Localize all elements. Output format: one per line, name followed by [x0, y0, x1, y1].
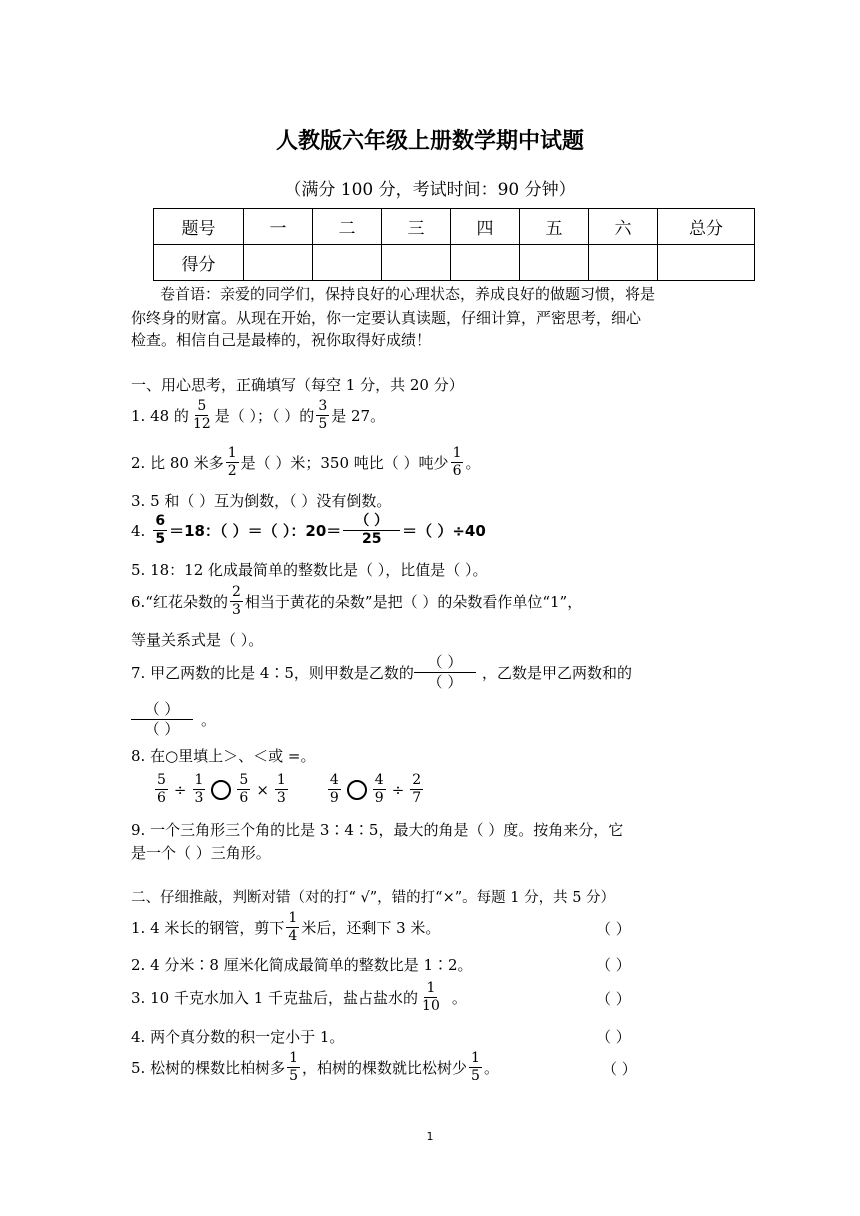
fraction-denominator: 9: [374, 790, 384, 806]
question: [131, 398, 385, 433]
fraction: [328, 772, 341, 807]
fraction-numerator: 2: [231, 584, 241, 600]
fraction: [410, 772, 423, 807]
comparison-row: [153, 772, 425, 807]
table-cell: 六: [589, 209, 658, 245]
score-table: [153, 208, 755, 281]
fraction-denominator: 6: [452, 463, 462, 479]
score-input-cell[interactable]: [382, 245, 451, 281]
operator: ÷: [173, 780, 187, 799]
score-input-cell[interactable]: [589, 245, 658, 281]
question: [131, 445, 481, 480]
table-cell: 得分: [154, 245, 244, 281]
question-text: 1. 48 的: [131, 406, 189, 425]
fraction-numerator: （ ）: [414, 653, 476, 673]
question: [131, 653, 632, 692]
fraction-denominator: （ ）: [144, 720, 180, 738]
table-cell: 五: [520, 209, 589, 245]
fraction-denominator: 6: [239, 790, 249, 806]
fraction-denominator: 5: [318, 416, 328, 432]
score-table-header-row: [154, 209, 755, 245]
question: [131, 700, 216, 739]
table-cell: 三: [382, 209, 451, 245]
fraction-numerator: 6: [155, 513, 166, 529]
question: 2. 4 分米∶8 厘米化简成最简单的整数比是 1∶2。: [131, 956, 473, 974]
operator: ×: [256, 780, 269, 799]
fraction: [343, 513, 400, 548]
question-text: 。: [451, 988, 467, 1007]
question-text: 4.: [131, 521, 146, 540]
fraction-numerator: 3: [318, 398, 328, 414]
table-cell: 一: [244, 209, 313, 245]
question: [131, 513, 486, 548]
score-input-cell[interactable]: [520, 245, 589, 281]
fraction: [469, 1050, 482, 1085]
fraction-denominator: 6: [157, 790, 166, 806]
fraction-denominator: 3: [276, 790, 286, 806]
fraction-denominator: 4: [288, 928, 298, 944]
question-text: ＝18：（ ）＝（ ）：20＝: [169, 521, 342, 540]
fraction-numerator: 5: [239, 772, 249, 788]
fraction-numerator: 1: [289, 1050, 299, 1066]
fraction-blank[interactable]: [414, 653, 476, 692]
question-text: 5. 松树的棵数比柏树多: [131, 1058, 286, 1077]
fraction-denominator: 2: [227, 463, 237, 479]
intro-line: 检查。相信自己是最棒的，祝你取得好成绩！: [131, 331, 432, 349]
fraction-denominator: 5: [289, 1068, 299, 1084]
fraction-denominator: 9: [329, 790, 339, 806]
fraction-numerator: 5: [197, 398, 207, 414]
fraction: [373, 772, 386, 807]
fraction-denominator: （ ）: [427, 673, 463, 691]
fraction: [237, 772, 250, 807]
score-input-cell[interactable]: [658, 245, 755, 281]
intro-line: 你终身的财富。从现在开始，你一定要认真读题，仔细计算，严密思考，细心: [131, 309, 642, 327]
fraction: [230, 584, 243, 619]
page-subtitle: （满分 100 分，考试时间：90 分钟）: [284, 180, 576, 200]
table-cell: 题号: [154, 209, 244, 245]
question-text: ，柏树的棵数就比松树少: [302, 1058, 468, 1077]
fraction-numerator: 4: [374, 772, 384, 788]
score-input-cell[interactable]: [244, 245, 313, 281]
question: [131, 980, 467, 1015]
answer-paren[interactable]: （ ）: [596, 990, 631, 1008]
question: [131, 1050, 499, 1085]
table-cell: 二: [313, 209, 382, 245]
question-text: 1. 4 米长的钢管，剪下: [131, 918, 285, 937]
fraction: [275, 772, 288, 807]
fraction-numerator: 1: [194, 772, 204, 788]
question: 等量关系式是（ ）。: [131, 631, 264, 649]
fraction-numerator: 1: [471, 1050, 480, 1066]
page-number: 1: [426, 1130, 434, 1143]
fraction: [191, 398, 213, 433]
fraction: [155, 772, 168, 807]
question: 3. 5 和（ ）互为倒数，（ ）没有倒数。: [131, 492, 392, 510]
question-text: 相当于黄花的朵数”是把（ ）的朵数看作单位“1”，: [244, 592, 583, 611]
question: 5. 18：12 化成最简单的整数比是（ ），比值是（ ）。: [131, 561, 488, 579]
question: 8. 在○里填上＞、＜或 =。: [131, 747, 316, 765]
answer-paren[interactable]: （ ）: [596, 956, 631, 974]
fraction: [316, 398, 329, 433]
fraction-denominator: 25: [361, 531, 382, 547]
fraction-numerator: （ ）: [131, 700, 193, 720]
section-heading: 一、用心思考，正确填写（每空 1 分，共 20 分）: [131, 376, 464, 394]
fraction-denominator: 7: [412, 790, 422, 806]
question: [131, 584, 582, 619]
fraction-denominator: 5: [471, 1068, 480, 1084]
fraction-blank[interactable]: [131, 700, 193, 739]
fraction-numerator: 2: [412, 772, 422, 788]
fraction: [153, 513, 167, 548]
fraction-denominator: 5: [155, 531, 166, 547]
fraction: [451, 445, 464, 480]
question-text: ＝（ ）÷40: [402, 521, 486, 540]
fraction-numerator: 1: [288, 910, 298, 926]
question-text: 。: [201, 710, 217, 729]
table-cell: 总分: [658, 209, 755, 245]
question-text: 2. 比 80 米多: [131, 453, 224, 472]
score-table-row: [154, 245, 755, 281]
answer-paren[interactable]: （ ）: [596, 1028, 631, 1046]
answer-paren[interactable]: （ ）: [602, 1060, 637, 1078]
fraction-numerator: 1: [426, 980, 436, 996]
page-title: 人教版六年级上册数学期中试题: [275, 128, 584, 154]
question: [131, 910, 440, 945]
score-input-cell[interactable]: [313, 245, 382, 281]
question-text: 米后，还剩下 3 米。: [301, 918, 441, 937]
fraction-denominator: 10: [422, 998, 440, 1014]
compare-circle[interactable]: [347, 780, 367, 800]
fraction-numerator: （ ）: [343, 513, 400, 531]
fraction-numerator: 5: [157, 772, 166, 788]
question-text: 6.“红花朵数的: [131, 592, 228, 611]
question: 4. 两个真分数的积一定小于 1。: [131, 1028, 345, 1046]
fraction-numerator: 1: [452, 445, 462, 461]
question-text: 是（ ）；（ ）的: [214, 406, 315, 425]
question-text: 是（ ）米；350 吨比（ ）吨少: [240, 453, 449, 472]
fraction-denominator: 12: [192, 416, 211, 432]
operator: ÷: [391, 780, 405, 799]
question-text: 。: [483, 1058, 499, 1077]
question: 9. 一个三角形三个角的比是 3∶4∶5，最大的角是（ ）度。按角来分，它: [131, 821, 624, 839]
fraction-numerator: 1: [227, 445, 237, 461]
fraction-numerator: 4: [329, 772, 339, 788]
question-text: 7. 甲乙两数的比是 4∶5，则甲数是乙数的: [131, 663, 414, 682]
section-heading: 二、仔细推敲，判断对错（对的打“ √”，错的打“×”。每题 1 分，共 5 分）: [131, 890, 616, 906]
fraction-numerator: 1: [276, 772, 286, 788]
fraction: [226, 445, 239, 480]
answer-paren[interactable]: （ ）: [596, 920, 631, 938]
fraction-denominator: 3: [231, 602, 241, 618]
question-text: 。: [465, 453, 481, 472]
score-input-cell[interactable]: [451, 245, 520, 281]
fraction: [193, 772, 206, 807]
compare-circle[interactable]: [211, 780, 231, 800]
intro-line: 卷首语：亲爱的同学们，保持良好的心理状态，养成良好的做题习惯，将是: [160, 285, 656, 303]
question-text: ，乙数是甲乙两数和的: [481, 663, 632, 682]
fraction-denominator: 3: [194, 790, 204, 806]
fraction: [287, 1050, 300, 1085]
fraction: [286, 910, 299, 945]
question-text: 3. 10 千克水加入 1 千克盐后，盐占盐水的: [131, 988, 419, 1007]
question-text: 是 27。: [331, 406, 386, 425]
table-cell: 四: [451, 209, 520, 245]
fraction: [420, 980, 442, 1015]
question: 是一个（ ）三角形。: [131, 844, 271, 862]
